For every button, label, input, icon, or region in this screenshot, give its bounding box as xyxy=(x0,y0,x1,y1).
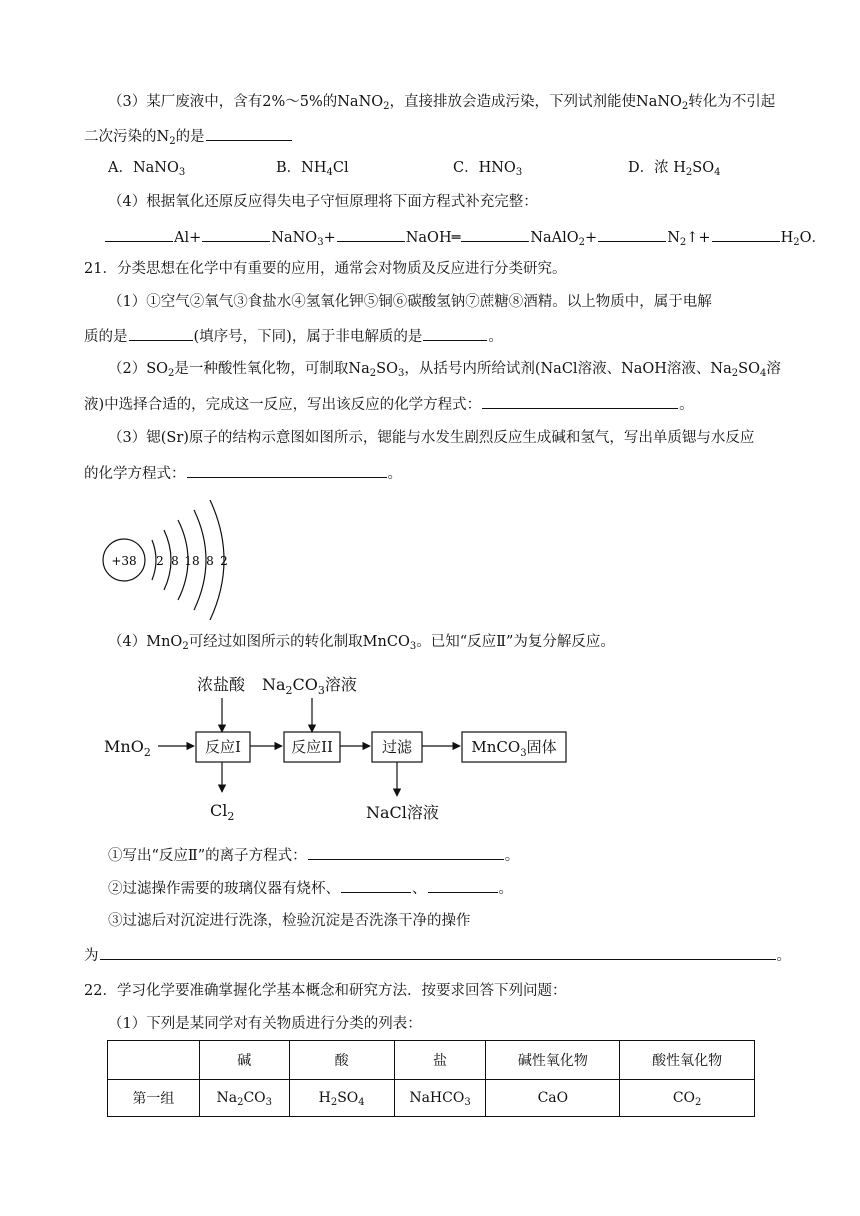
answer-blank[interactable] xyxy=(308,844,504,860)
coef-blank-4[interactable] xyxy=(461,226,529,242)
coef-blank-1[interactable] xyxy=(105,226,173,242)
shell-electrons-1: 2 xyxy=(156,554,164,568)
text: 。 xyxy=(504,848,520,864)
q21-sub1 xyxy=(108,844,780,866)
text: ，直接排放会造成污染，下列试剂能使NaNO xyxy=(389,94,682,110)
text: ②过滤操作需要的玻璃仪器有烧杯、 xyxy=(108,881,340,897)
text: SO xyxy=(692,160,715,176)
text: SO xyxy=(738,361,760,377)
text: CO xyxy=(243,1090,266,1106)
text: + xyxy=(323,230,336,246)
input-conc-hcl: 浓盐酸 xyxy=(197,675,246,694)
atom-structure-svg xyxy=(100,494,240,624)
sub: 2 xyxy=(685,167,693,178)
shell-arc-2 xyxy=(164,530,171,590)
text: NaAlO xyxy=(530,230,579,246)
q22-part1: （1）下列是某同学对有关物质进行分类的列表： xyxy=(108,1016,422,1032)
text: Cl xyxy=(332,160,349,176)
text: 二次污染的N xyxy=(84,129,170,145)
sub: 2 xyxy=(578,237,586,248)
sub: 2 xyxy=(330,1097,338,1108)
option-b[interactable] xyxy=(276,158,349,178)
coef-blank-5[interactable] xyxy=(598,226,666,242)
q21-part1-line1: （1）①空气②氧气③食盐水④氢氧化钾⑤铜⑥碳酸氢钠⑦蔗糖⑧酒精。以上物质中，属于电解 xyxy=(108,294,712,310)
text: C．HNO xyxy=(453,160,516,176)
text: (填序号，下同)，属于非电解质的是 xyxy=(193,329,423,345)
answer-blank[interactable] xyxy=(187,462,387,478)
text: CO xyxy=(672,1090,696,1106)
answer-blank[interactable] xyxy=(428,877,498,893)
q22-title: 22．学习化学要准确掌握化学基本概念和研究方法．按要求回答下列问题： xyxy=(84,983,567,999)
q20-part4: （4）根据氧化还原反应得失电子守恒原理将下面方程式补充完整： xyxy=(108,194,538,210)
text: ↑+ xyxy=(686,230,711,246)
answer-blank[interactable] xyxy=(423,325,487,341)
text: A．NaNO xyxy=(108,160,179,176)
sub: 3 xyxy=(515,167,523,178)
header-cell: 碱性氧化物 xyxy=(486,1041,620,1080)
text: 。已知“反应Ⅱ”为复分解反应。 xyxy=(416,634,615,650)
coef-blank-2[interactable] xyxy=(202,226,270,242)
sub: 2 xyxy=(793,237,800,248)
q21-part4 xyxy=(108,632,780,652)
text: Al+ xyxy=(174,230,202,246)
text: 为 xyxy=(84,948,99,964)
text: 质的是 xyxy=(84,329,128,345)
label-product: MnCO$_3$固体 xyxy=(471,738,557,759)
q20-part3-line1 xyxy=(108,92,780,112)
sub: 2 xyxy=(237,1097,244,1108)
nucleus-charge: +38 xyxy=(111,554,137,568)
q21-part2-line1 xyxy=(108,359,780,379)
text: 的化学方程式： xyxy=(84,466,186,482)
sub: 3 xyxy=(464,1097,471,1108)
sub: 3 xyxy=(178,167,186,178)
shell-electrons-4: 8 xyxy=(206,554,214,568)
text: N xyxy=(667,230,680,246)
answer-blank[interactable] xyxy=(206,125,292,141)
text: Na xyxy=(216,1090,238,1106)
table-cell xyxy=(620,1080,755,1117)
answer-blank[interactable] xyxy=(100,944,776,960)
table-cell xyxy=(289,1080,394,1117)
text: 转化为不引起 xyxy=(688,94,776,110)
output-nacl: NaCl溶液 xyxy=(366,803,439,822)
sub: 3 xyxy=(397,368,405,379)
text: B．NH xyxy=(276,160,327,176)
option-d[interactable] xyxy=(628,158,720,178)
sub: 2 xyxy=(383,101,390,112)
table-cell xyxy=(199,1080,289,1117)
sub: 2 xyxy=(695,1097,702,1108)
text: D．浓 H xyxy=(628,160,686,176)
text: 。 xyxy=(488,329,503,345)
header-cell xyxy=(108,1041,200,1080)
label-reaction-2: 反应II xyxy=(291,738,333,756)
option-c[interactable] xyxy=(453,158,522,178)
text: 溶 xyxy=(766,361,781,377)
q21-sub2 xyxy=(108,877,780,899)
classification-table xyxy=(107,1040,755,1117)
q21-part3-line1: （3）锶(Sr)原子的结构示意图如图所示，锶能与水发生剧烈反应生成碱和氢气，写出单质锶与水反应 xyxy=(108,430,755,446)
label-reaction-1: 反应I xyxy=(205,738,241,756)
text: 的是 xyxy=(175,129,205,145)
text: SO xyxy=(337,1090,359,1106)
text: ①写出“反应Ⅱ”的离子方程式： xyxy=(108,848,307,864)
q21-part1-line2 xyxy=(84,325,780,347)
sub: 2 xyxy=(369,368,377,379)
sub: 2 xyxy=(681,101,689,112)
text: 。 xyxy=(387,466,402,482)
text: （3）某厂废液中，含有2%～5%的NaNO xyxy=(108,94,384,110)
text: H xyxy=(318,1090,331,1106)
text: SO xyxy=(376,361,398,377)
q21-sub3-line1: ③过滤后对沉淀进行洗涤，检验沉淀是否洗涤干净的操作 xyxy=(108,913,471,929)
q21-part2-line2 xyxy=(84,393,780,415)
sub: 4 xyxy=(358,1097,365,1108)
q21-sub3-line2 xyxy=(84,944,791,966)
row-label: 第一组 xyxy=(108,1080,200,1117)
text: （2）SO xyxy=(108,361,169,377)
text: （4）MnO xyxy=(108,634,183,650)
option-a[interactable] xyxy=(108,158,185,178)
strontium-atom-diagram xyxy=(100,494,240,628)
mnco3-process-flow xyxy=(100,666,600,836)
q21-title: 21．分类思想在化学中有重要的应用，通常会对物质及反应进行分类研究。 xyxy=(84,261,567,277)
shell-electrons-2: 8 xyxy=(171,554,179,568)
header-cell: 酸 xyxy=(289,1041,394,1080)
coef-blank-3[interactable] xyxy=(337,226,405,242)
text: 。 xyxy=(776,948,791,964)
text: H xyxy=(780,230,794,246)
sub: 3 xyxy=(317,237,324,248)
sub: 2 xyxy=(731,368,739,379)
table-row xyxy=(108,1080,755,1117)
q20-equation xyxy=(104,226,826,248)
sub: 2 xyxy=(182,641,189,652)
start-mno2: MnO$_2$ xyxy=(104,737,151,759)
text: 可经过如图所示的转化制取MnCO xyxy=(188,634,410,650)
sub: 4 xyxy=(714,167,721,178)
text: 。 xyxy=(498,881,513,897)
output-cl2: $Cl_2$ xyxy=(210,801,235,823)
header-cell: 盐 xyxy=(394,1041,486,1080)
text: 。 xyxy=(679,397,694,413)
text: CaO xyxy=(537,1090,569,1106)
text: NaHCO xyxy=(409,1090,465,1106)
sub: 4 xyxy=(326,167,333,178)
table-header-row xyxy=(108,1041,755,1080)
header-cell: 碱 xyxy=(199,1041,289,1080)
text: NaOH═ xyxy=(405,230,461,246)
text: ，从括号内所给试剂(NaCl溶液、NaOH溶液、Na xyxy=(404,361,732,377)
text: NaNO xyxy=(271,230,318,246)
table-cell xyxy=(486,1080,620,1117)
sub: 2 xyxy=(679,237,687,248)
sub: 4 xyxy=(759,368,767,379)
shell-electrons-5: 2 xyxy=(220,554,228,568)
sub: 2 xyxy=(168,368,175,379)
sub: 3 xyxy=(265,1097,273,1108)
text: O． xyxy=(799,230,826,246)
header-cell: 酸性氧化物 xyxy=(620,1041,755,1080)
text: 液)中选择合适的，完成这一反应，写出该反应的化学方程式： xyxy=(84,397,482,413)
sub: 3 xyxy=(409,641,417,652)
q21-part3-line2 xyxy=(84,462,780,484)
answer-blank[interactable] xyxy=(129,325,193,341)
text: 、 xyxy=(412,881,427,897)
sub: 2 xyxy=(169,136,176,147)
label-filter: 过滤 xyxy=(381,738,413,756)
answer-blank[interactable] xyxy=(482,393,678,409)
answer-blank[interactable] xyxy=(341,877,411,893)
q20-part3-line2 xyxy=(84,125,780,147)
text: + xyxy=(585,230,598,246)
input-na2co3: $Na_2CO_3$溶液 xyxy=(262,675,357,697)
shell-electrons-3: 18 xyxy=(184,554,200,568)
coef-blank-6[interactable] xyxy=(712,226,780,242)
text: 是一种酸性氧化物，可制取Na xyxy=(174,361,370,377)
table-cell xyxy=(394,1080,486,1117)
